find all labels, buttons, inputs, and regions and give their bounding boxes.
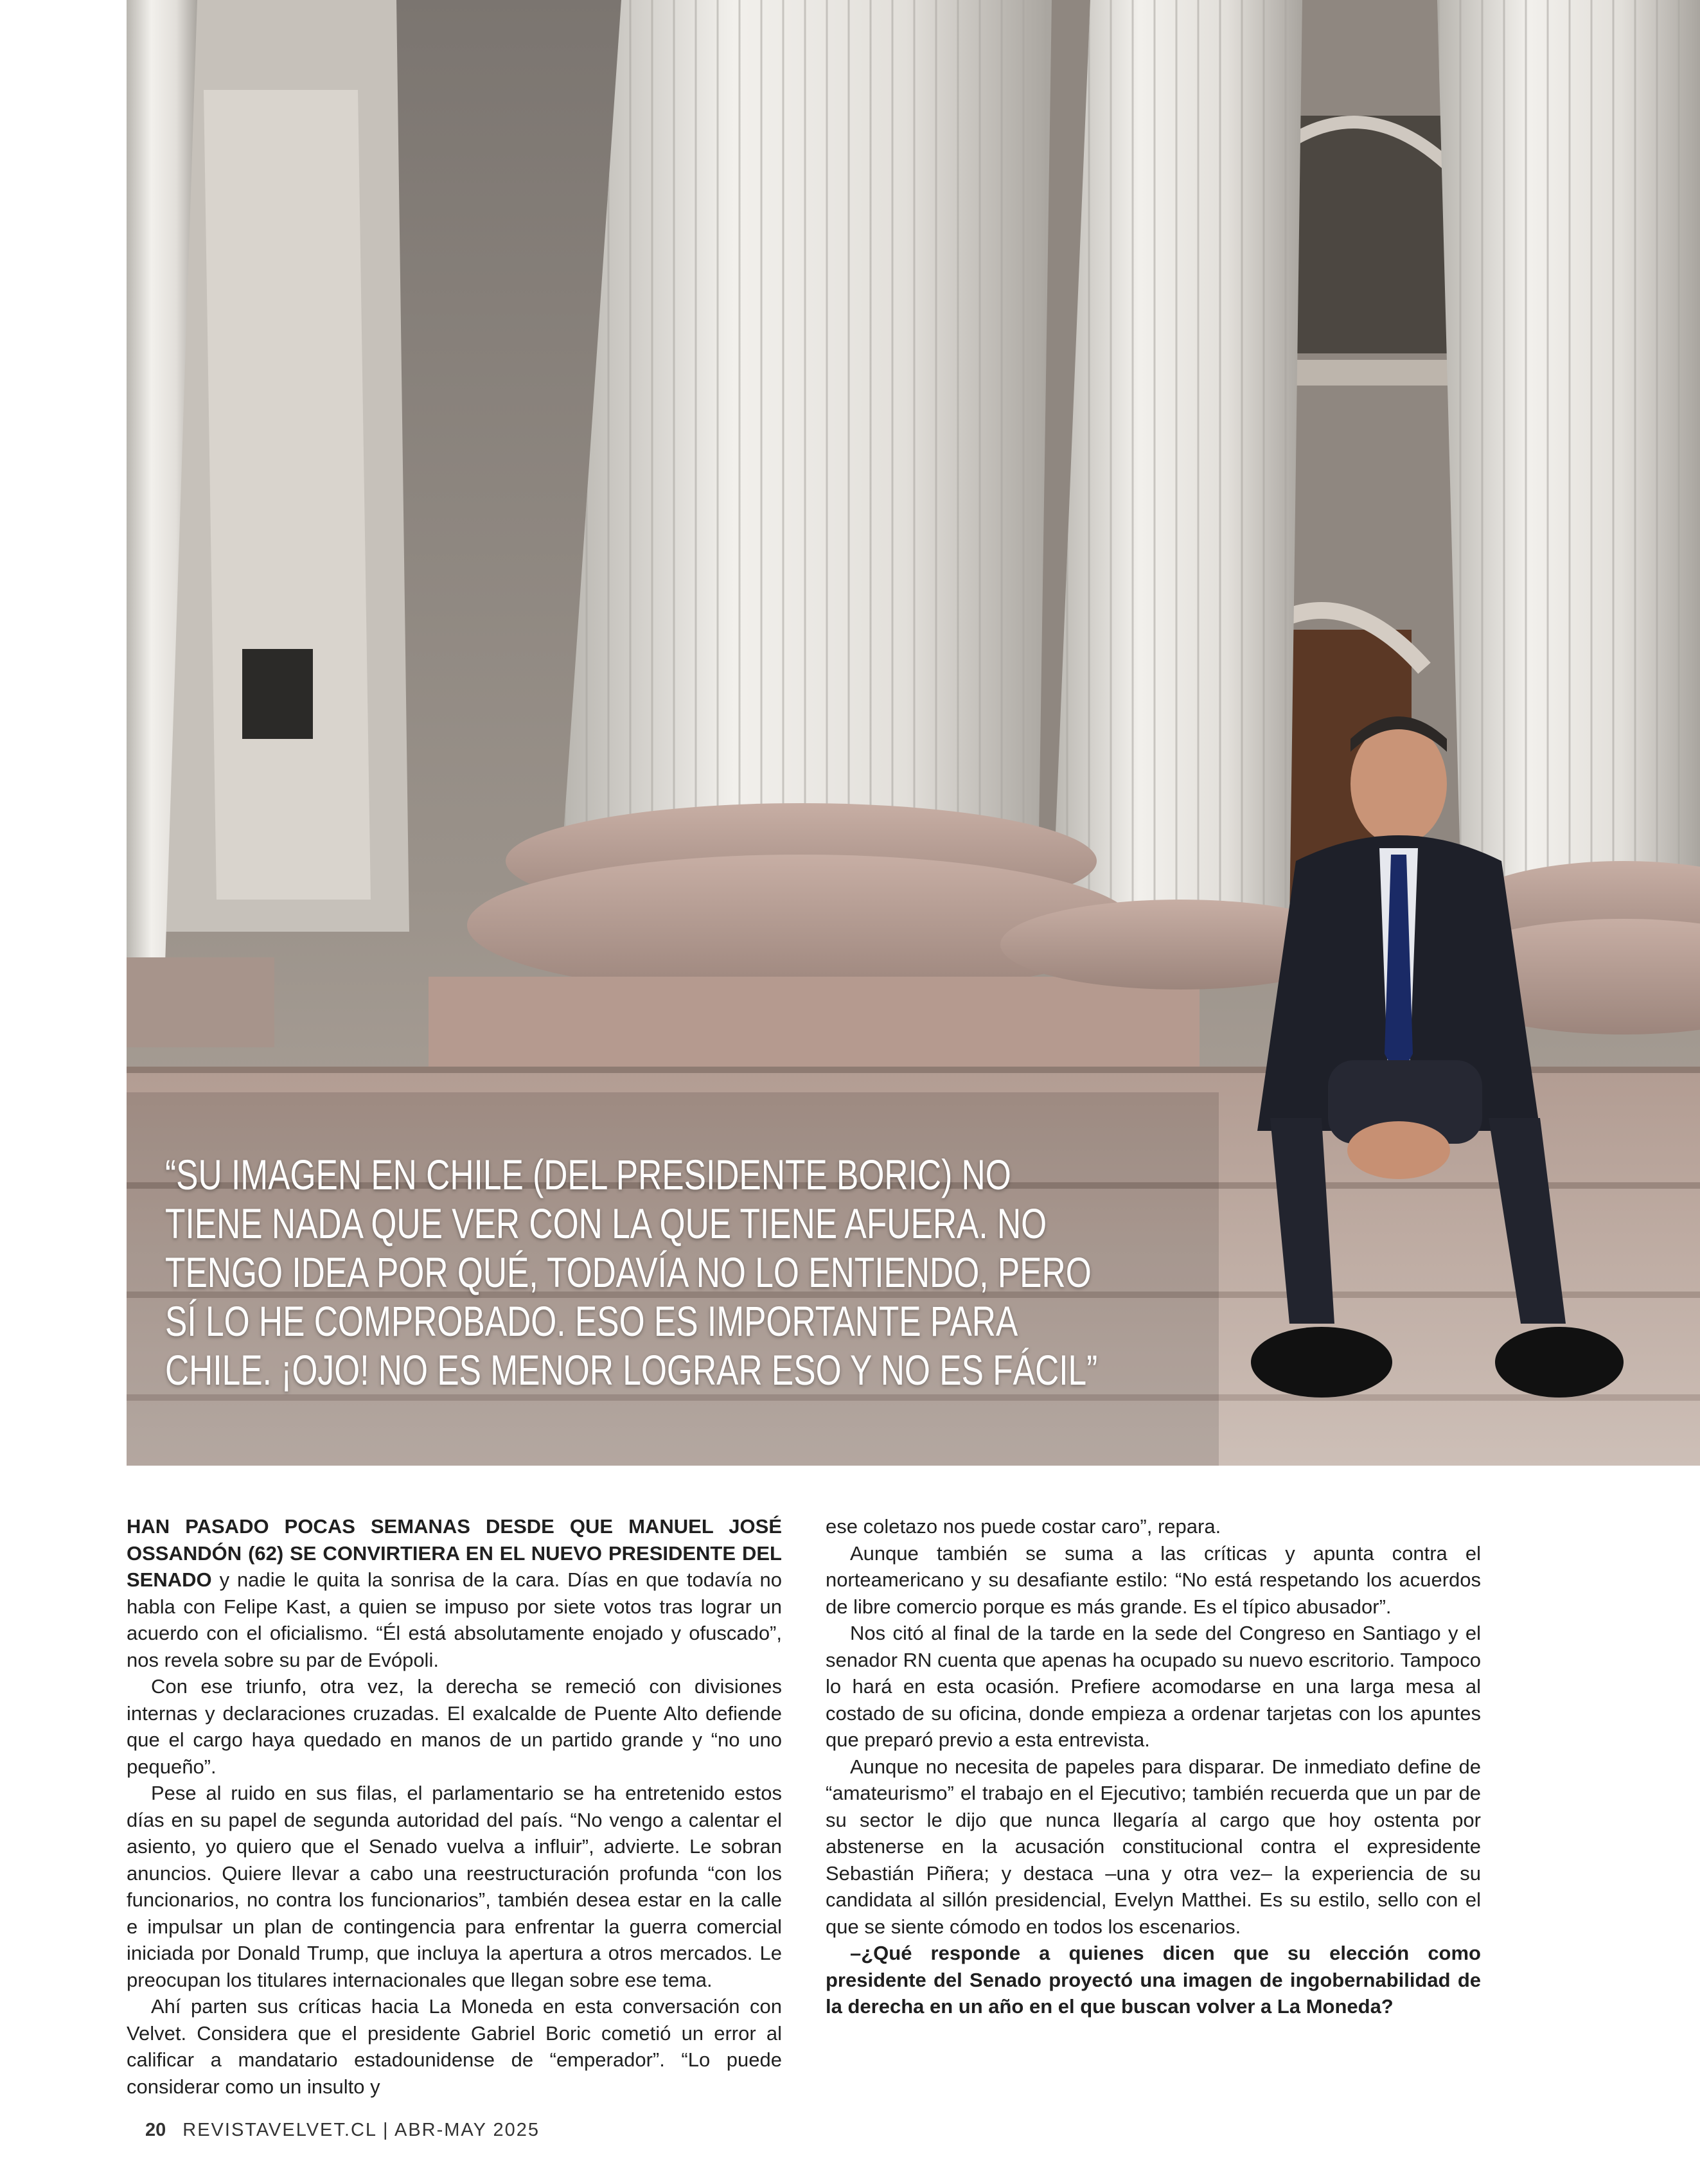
pull-quote-line: “SU IMAGEN EN CHILE (DEL PRESIDENTE BORIC) NO [165, 1151, 1011, 1198]
page-footer [145, 2120, 540, 2141]
paragraph: Nos citó al final de la tarde en la sede del Congreso en Santiago y el senador RN cuenta que apenas ha ocupado su nuevo escritorio. Tampoco lo hará en esta ocasión. Prefiere acomodarse en una larga mesa al costado de su oficina, donde empieza a ordenar tarjetas con los apuntes que preparó previo a esta entrevista. [826, 1622, 1481, 1751]
publication-info: REVISTAVELVET.CL | ABR-MAY 2025 [182, 2120, 540, 2140]
hero-photo [127, 0, 1700, 1466]
paragraph: Aunque no necesita de papeles para disparar. De inmediato define de “amateurismo” el trabajo en el Ejecutivo; también recuerda que un par de su sector le dijo que nunca llegaría al cargo que hoy ostenta por abstenerse en la acusación constitucional contra el expresidente Sebastián Piñera; y destaca –una y otra vez– la experiencia de su candidata al sillón presidencial, Evelyn Matthei. Es su estilo, sello con el que se siente cómodo en todos los escenarios. [826, 1755, 1481, 1938]
article-column-right [826, 1513, 1481, 2020]
paragraph: ese coletazo nos puede costar caro”, repara. [826, 1515, 1221, 1538]
paragraph: Con ese triunfo, otra vez, la derecha se remeció con divisiones internas y declaraciones cruzadas. El exalcalde de Puente Alto defiende que el cargo haya quedado en manos de un partido grande y “no uno pequeño”. [127, 1675, 782, 1778]
lead-rest: y nadie le quita la sonrisa de la cara. Días en que todavía no habla con Felipe Kast, a quien se impuso por siete votos tras lograr un acuerdo con el oficialismo. “Él está absolutamente enojado y ofuscado”, nos revela sobre su par de Evópoli. [127, 1568, 782, 1671]
pull-quote-line: SÍ LO HE COMPROBADO. ESO ES IMPORTANTE PARA [165, 1297, 1018, 1345]
paragraph: Ahí parten sus críticas hacia La Moneda en esta conversación con Velvet. Considera que el presidente Gabriel Boric cometió un error al calificar a mandatario estadounidense de “emperador”. “Lo puede considerar como un insulto y [127, 1995, 782, 2098]
article-column-left [127, 1513, 782, 2100]
page-number: 20 [145, 2120, 166, 2140]
paragraph: Aunque también se suma a las críticas y apunta contra el norteamericano y su desafiante estilo: “No está respetando los acuerdos de libre comercio porque es más grande. Es el típico abusador”. [826, 1541, 1481, 1618]
interview-question: –¿Qué responde a quienes dicen que su elección como presidente del Senado proyectó una imagen de ingobernabilidad de la derecha en un año en el que buscan volver a La Moneda? [826, 1942, 1481, 2018]
lead-bold: HAN PASADO POCAS SEMANAS DESDE QUE MANUEL JOSÉ OSSANDÓN (62) SE CONVIRTIERA EN EL NUEVO PRESIDENTE DEL SENADO [127, 1515, 782, 1591]
pull-quote-line: CHILE. ¡OJO! NO ES MENOR LOGRAR ESO Y NO ES FÁCIL” [165, 1346, 1098, 1394]
lead-paragraph [127, 1513, 782, 1673]
paragraph: Pese al ruido en sus filas, el parlamentario se ha entretenido estos días en su papel de segunda autoridad del país. “No vengo a calentar el asiento, yo quiero que el Senado vuelva a influir”, advierte. Le sobran anuncios. Quiere llevar a cabo una reestructuración profunda “con los funcionarios, no contra los funcionarios”, también desea estar en la calle e impulsar un plan de contingencia para enfrentar la guerra comercial iniciada por Donald Trump, que incluya la apertura a otros mercados. Le preocupan los titulares internacionales que llegan sobre ese tema. [127, 1782, 782, 1991]
pull-quote-line: TIENE NADA QUE VER CON LA QUE TIENE AFUERA. NO [165, 1200, 1047, 1247]
pull-quote-line: TENGO IDEA POR QUÉ, TODAVÍA NO LO ENTIENDO, PERO [165, 1248, 1092, 1296]
pull-quote [165, 1150, 1098, 1394]
